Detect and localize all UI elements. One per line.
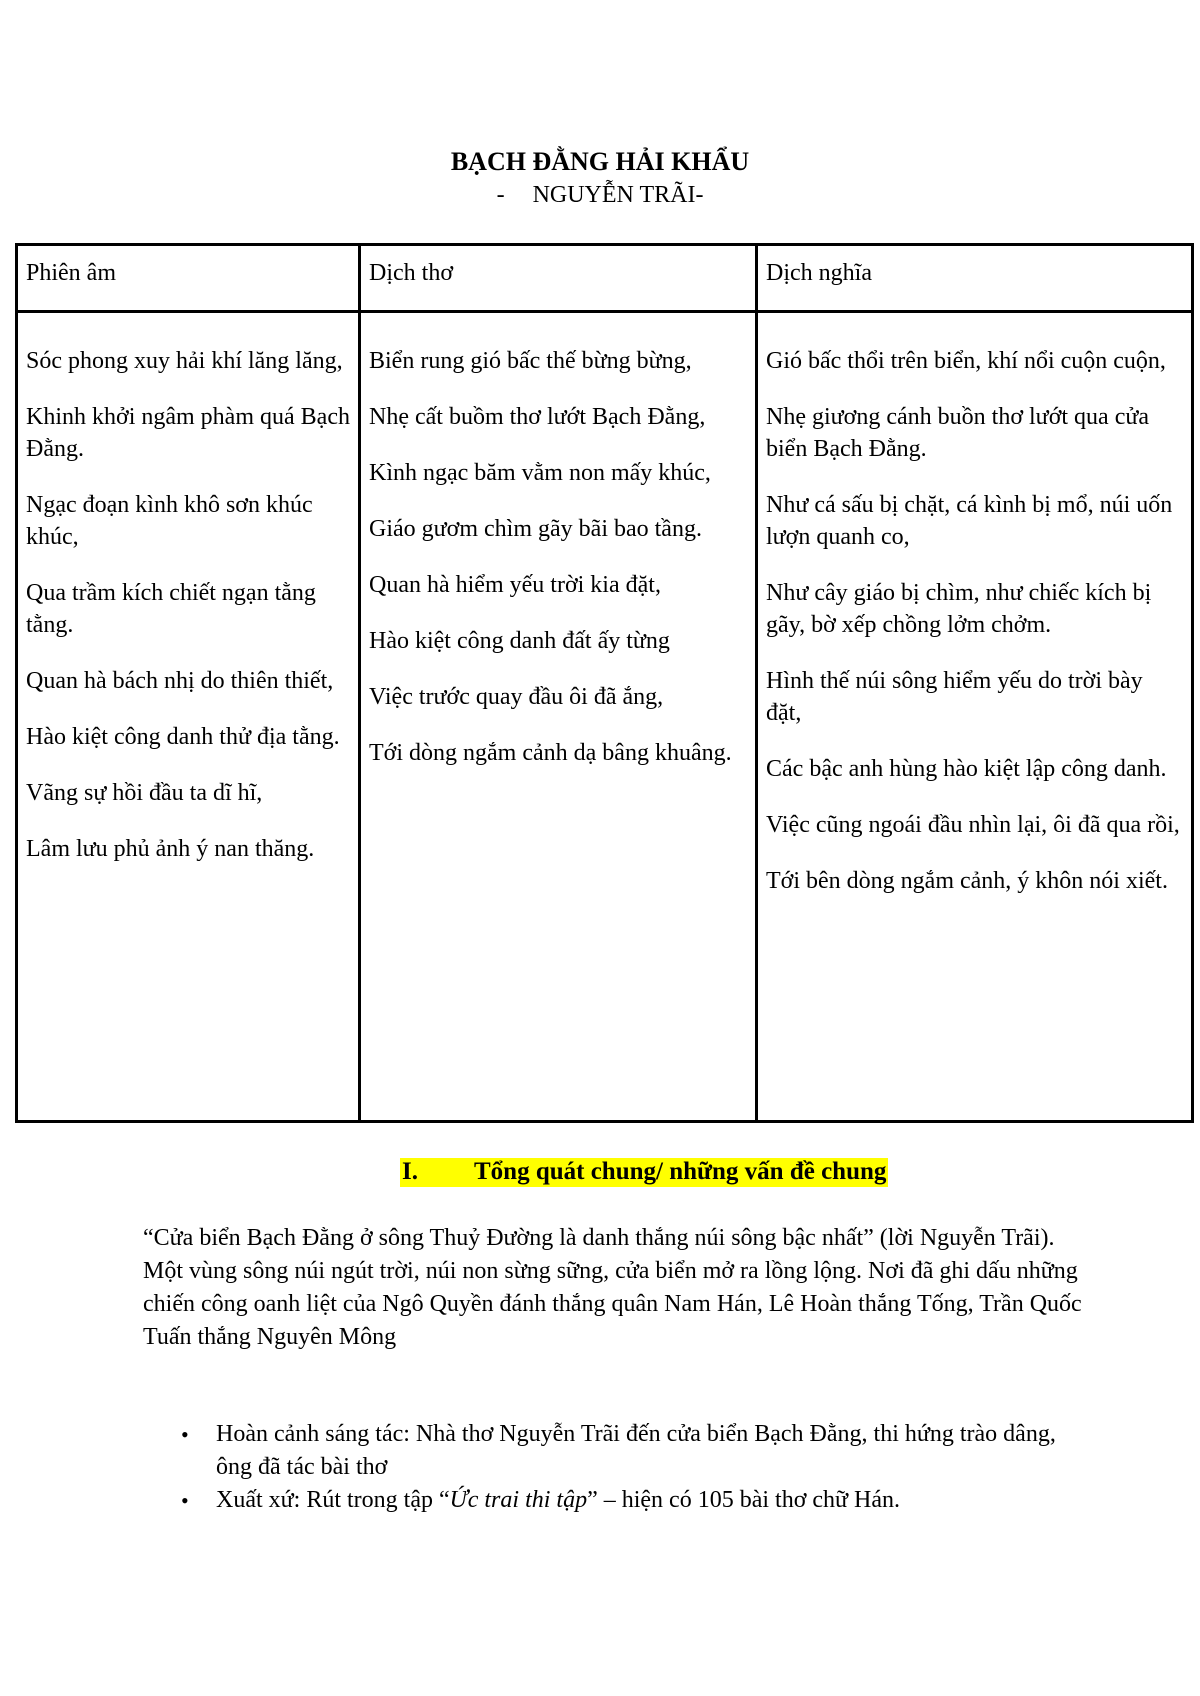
intro-paragraph: “Cửa biển Bạch Đằng ở sông Thuỷ Đường là danh thắng núi sông bậc nhất” (lời Nguyễn Trãi). Một vùng sông núi ngút trời, núi non sừng sững, cửa biển mở ra lồng lộng. Nơi đã ghi dấu những chiến công oanh liệt của Ngô Quyền đánh thắng quân Nam Hán, Lê Hoàn thắng Tống, Trần Quốc Tuấn thắng Nguyên Mông	[143, 1225, 1082, 1350]
list-item	[143, 1484, 1083, 1517]
table-header-row	[17, 245, 1193, 312]
dich-nghia-line: Việc cũng ngoái đầu nhìn lại, ôi đã qua rồi,	[766, 812, 1180, 838]
table-body-row	[17, 312, 1193, 1122]
section-highlight	[400, 1158, 888, 1187]
poem-table	[15, 243, 1194, 1123]
dich-nghia-line: Nhẹ giương cánh buồn thơ lướt qua cửa biển Bạch Đằng.	[766, 404, 1150, 462]
bullet-list	[143, 1418, 1083, 1517]
dich-tho-column	[360, 312, 757, 1122]
header-phien-am: Phiên âm	[17, 245, 360, 312]
dich-tho-line: Nhẹ cất buồm thơ lướt Bạch Đằng,	[369, 404, 706, 430]
poem-title: BẠCH ĐẰNG HẢI KHẨU	[450, 147, 750, 176]
dich-nghia-column	[757, 312, 1193, 1122]
dich-tho-line: Tới dòng ngắm cảnh dạ bâng khuâng.	[369, 740, 732, 766]
dich-nghia-line: Như cá sấu bị chặt, cá kình bị mổ, núi uốn lượn quanh co,	[766, 492, 1173, 550]
phien-am-line: Sóc phong xuy hải khí lăng lăng,	[26, 348, 343, 374]
dich-tho-line: Việc trước quay đầu ôi đã ắng,	[369, 684, 664, 710]
dich-tho-line: Quan hà hiểm yếu trời kia đặt,	[369, 572, 661, 598]
dich-tho-line: Giáo gươm chìm gãy bãi bao tầng.	[369, 516, 702, 542]
dich-tho-line: Biển rung gió bấc thế bừng bừng,	[369, 348, 692, 374]
bullet-icon: •	[181, 1422, 189, 1447]
section-number: I.	[402, 1158, 418, 1185]
bullet-text-suffix: ” – hiện có 105 bài thơ chữ Hán.	[587, 1487, 901, 1513]
header-dich-tho: Dịch thơ	[360, 245, 757, 312]
list-item	[143, 1418, 1083, 1484]
phien-am-column	[17, 312, 360, 1122]
author-dash: -	[496, 182, 505, 208]
author-name: NGUYỄN TRÃI-	[532, 182, 704, 208]
poem-author	[0, 180, 1200, 210]
phien-am-line: Qua trầm kích chiết ngạn tằng tằng.	[26, 580, 316, 638]
dich-nghia-line: Như cây giáo bị chìm, như chiếc kích bị gãy, bờ xếp chồng lởm chởm.	[766, 580, 1152, 638]
header-dich-nghia: Dịch nghĩa	[757, 245, 1193, 312]
dich-nghia-line: Gió bấc thổi trên biển, khí nổi cuộn cuộn,	[766, 348, 1166, 374]
dich-nghia-line: Hình thế núi sông hiểm yếu do trời bày đặt,	[766, 668, 1143, 726]
dich-nghia-line: Tới bên dòng ngắm cảnh, ý khôn nói xiết.	[766, 868, 1168, 894]
collection-title: Ức trai thi tập	[449, 1487, 588, 1513]
bullet-text-prefix: Xuất xứ: Rút trong tập “	[216, 1487, 450, 1513]
bullet-icon: •	[181, 1488, 189, 1513]
dich-tho-line: Hào kiệt công danh đất ấy từng	[369, 628, 670, 654]
phien-am-line: Quan hà bách nhị do thiên thiết,	[26, 668, 334, 694]
phien-am-line: Khinh khởi ngâm phàm quá Bạch Đằng.	[26, 404, 350, 462]
phien-am-line: Vãng sự hồi đầu ta dĩ hĩ,	[26, 780, 263, 806]
bullet-text: Hoàn cảnh sáng tác: Nhà thơ Nguyễn Trãi đến cửa biển Bạch Đằng, thi hứng trào dâng, ông đã tác bài thơ	[216, 1421, 1056, 1480]
section-title: Tổng quát chung/ những vấn đề chung	[474, 1158, 887, 1185]
dich-nghia-line: Các bậc anh hùng hào kiệt lập công danh.	[766, 756, 1167, 782]
phien-am-line: Ngạc đoạn kình khô sơn khúc khúc,	[26, 492, 313, 550]
section-heading	[400, 1156, 888, 1188]
phien-am-line: Hào kiệt công danh thử địa tằng.	[26, 724, 340, 750]
dich-tho-line: Kình ngạc băm vằm non mấy khúc,	[369, 460, 711, 486]
phien-am-line: Lâm lưu phủ ảnh ý nan thăng.	[26, 836, 315, 862]
